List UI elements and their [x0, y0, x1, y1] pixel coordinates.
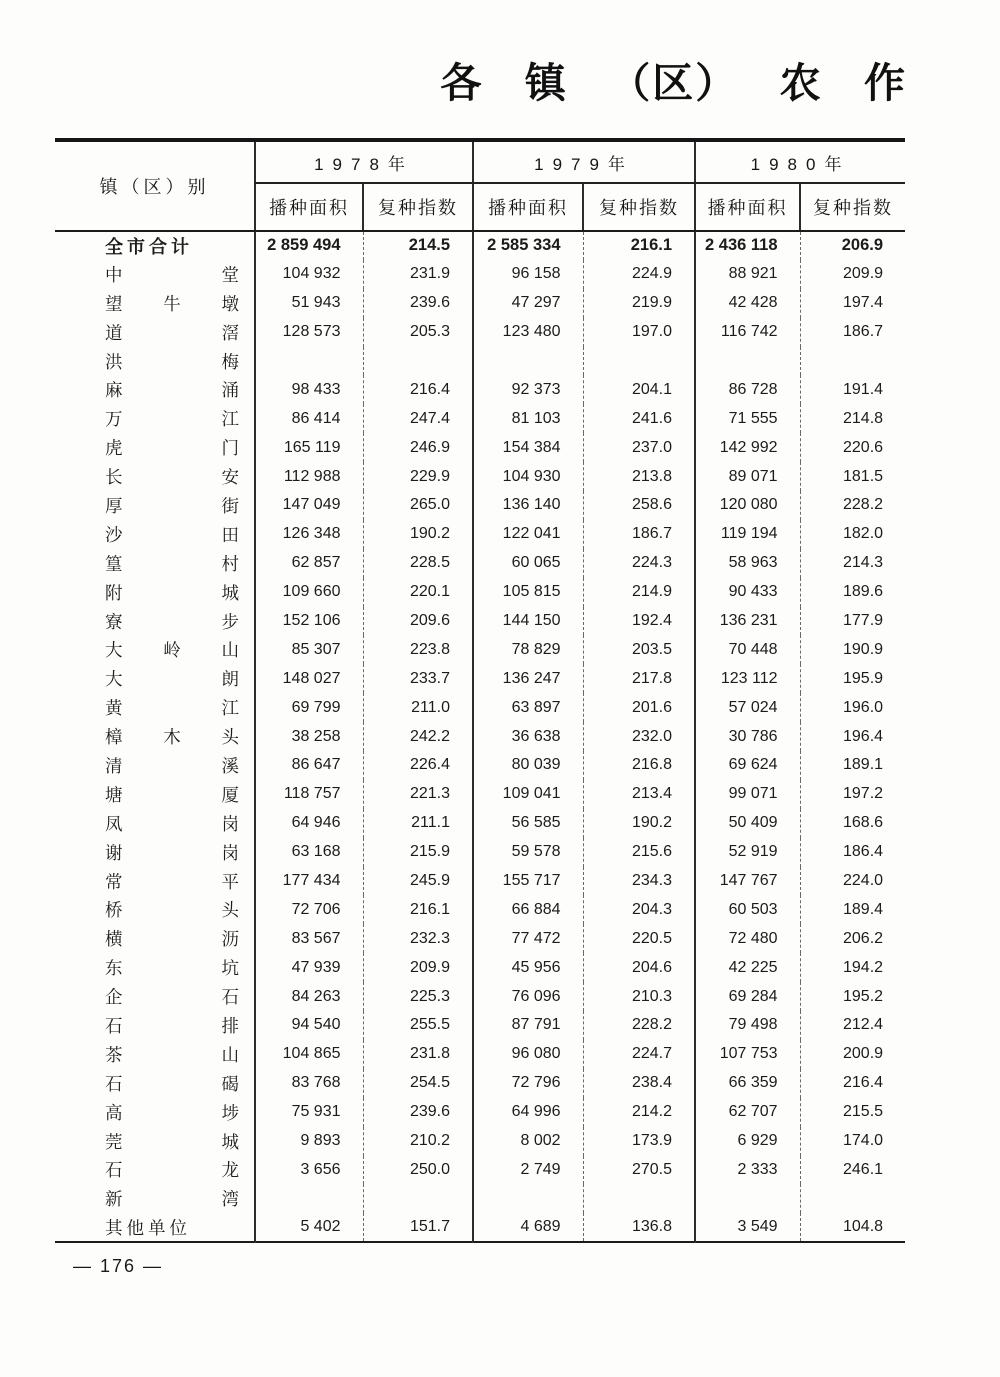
cell-cropping-index-1979: 258.6 — [583, 491, 695, 520]
cell-cropping-index-1979: 219.9 — [583, 289, 695, 318]
town-name: 莞 城 — [105, 1131, 239, 1152]
cell-cropping-index-1980: 186.7 — [800, 318, 905, 347]
cell-sown-area-1980 — [695, 1184, 800, 1213]
cell-sown-area-1978: 104 865 — [255, 1040, 363, 1069]
cell-sown-area-1979: 154 384 — [473, 433, 583, 462]
cell-sown-area-1979: 105 815 — [473, 578, 583, 607]
cell-sown-area-1978: 128 573 — [255, 318, 363, 347]
table-row — [55, 347, 905, 376]
town-name: 中 堂 — [105, 264, 239, 285]
cell-cropping-index-1980: 224.0 — [800, 867, 905, 896]
cell-sown-area-1980: 119 194 — [695, 520, 800, 549]
cell-cropping-index-1978: 211.0 — [363, 693, 473, 722]
cell-sown-area-1979: 109 041 — [473, 780, 583, 809]
cell-cropping-index-1978: 214.5 — [363, 231, 473, 260]
year-header-1980: 1980年 — [695, 140, 905, 183]
cell-sown-area-1979: 2 585 334 — [473, 231, 583, 260]
cell-sown-area-1978: 69 799 — [255, 693, 363, 722]
cell-cropping-index-1979: 238.4 — [583, 1069, 695, 1098]
subheader-cropping-index-1978: 复种指数 — [363, 183, 473, 231]
table-row — [55, 404, 905, 433]
corner-header: 镇（区）别 — [55, 140, 255, 231]
town-name: 道 滘 — [105, 322, 239, 343]
subheader-cropping-index-1979: 复种指数 — [583, 183, 695, 231]
town-name: 其他单位 — [105, 1217, 191, 1238]
town-name: 厚 街 — [105, 495, 239, 516]
town-name: 全市合计 — [105, 236, 193, 257]
cell-cropping-index-1978: 209.6 — [363, 607, 473, 636]
cell-cropping-index-1979: 201.6 — [583, 693, 695, 722]
cell-sown-area-1978: 38 258 — [255, 722, 363, 751]
cell-cropping-index-1980: 197.2 — [800, 780, 905, 809]
cell-sown-area-1980: 89 071 — [695, 462, 800, 491]
cell-cropping-index-1980 — [800, 1184, 905, 1213]
cell-cropping-index-1978: 226.4 — [363, 751, 473, 780]
cell-cropping-index-1979: 224.9 — [583, 260, 695, 289]
cell-cropping-index-1980: 104.8 — [800, 1213, 905, 1242]
cell-cropping-index-1980: 212.4 — [800, 1011, 905, 1040]
cell-sown-area-1978: 3 656 — [255, 1156, 363, 1185]
cell-sown-area-1980: 107 753 — [695, 1040, 800, 1069]
cell-sown-area-1980: 69 624 — [695, 751, 800, 780]
cell-sown-area-1978: 2 859 494 — [255, 231, 363, 260]
cell-cropping-index-1980: 174.0 — [800, 1127, 905, 1156]
table-row — [55, 722, 905, 751]
table-header — [55, 140, 905, 231]
cell-sown-area-1979: 47 297 — [473, 289, 583, 318]
cell-sown-area-1978: 63 168 — [255, 838, 363, 867]
cell-cropping-index-1979: 216.1 — [583, 231, 695, 260]
cell-sown-area-1980: 99 071 — [695, 780, 800, 809]
statistics-table — [55, 138, 905, 1243]
cell-sown-area-1978: 152 106 — [255, 607, 363, 636]
table-row — [55, 953, 905, 982]
cell-sown-area-1978: 126 348 — [255, 520, 363, 549]
cell-sown-area-1978: 85 307 — [255, 635, 363, 664]
cell-sown-area-1978: 72 706 — [255, 895, 363, 924]
cell-sown-area-1980: 136 231 — [695, 607, 800, 636]
cell-cropping-index-1979: 173.9 — [583, 1127, 695, 1156]
cell-cropping-index-1980 — [800, 347, 905, 376]
cell-sown-area-1980: 52 919 — [695, 838, 800, 867]
cell-sown-area-1980: 42 225 — [695, 953, 800, 982]
cell-cropping-index-1979: 213.8 — [583, 462, 695, 491]
cell-sown-area-1980: 3 549 — [695, 1213, 800, 1242]
cell-sown-area-1979: 2 749 — [473, 1156, 583, 1185]
table-row — [55, 491, 905, 520]
cell-sown-area-1979: 96 080 — [473, 1040, 583, 1069]
town-name: 石 碣 — [105, 1073, 239, 1094]
table-row — [55, 260, 905, 289]
table-row — [55, 578, 905, 607]
cell-cropping-index-1978: 216.1 — [363, 895, 473, 924]
cell-sown-area-1978: 177 434 — [255, 867, 363, 896]
cell-cropping-index-1980: 181.5 — [800, 462, 905, 491]
cell-cropping-index-1979: 186.7 — [583, 520, 695, 549]
cell-cropping-index-1978: 221.3 — [363, 780, 473, 809]
cell-sown-area-1979: 136 247 — [473, 664, 583, 693]
town-name: 大 岭 山 — [105, 640, 239, 661]
cell-cropping-index-1980: 195.2 — [800, 982, 905, 1011]
cell-cropping-index-1979: 190.2 — [583, 809, 695, 838]
cell-sown-area-1980: 147 767 — [695, 867, 800, 896]
cell-sown-area-1980: 86 728 — [695, 375, 800, 404]
cell-cropping-index-1978: 255.5 — [363, 1011, 473, 1040]
cell-cropping-index-1979: 203.5 — [583, 635, 695, 664]
cell-sown-area-1979: 4 689 — [473, 1213, 583, 1242]
cell-cropping-index-1980: 228.2 — [800, 491, 905, 520]
cell-cropping-index-1978: 265.0 — [363, 491, 473, 520]
cell-sown-area-1980: 71 555 — [695, 404, 800, 433]
cell-cropping-index-1979: 216.8 — [583, 751, 695, 780]
table-row — [55, 838, 905, 867]
cell-sown-area-1979: 144 150 — [473, 607, 583, 636]
cell-sown-area-1980: 142 992 — [695, 433, 800, 462]
cell-sown-area-1978: 86 647 — [255, 751, 363, 780]
cell-cropping-index-1978: 209.9 — [363, 953, 473, 982]
table-row — [55, 1069, 905, 1098]
cell-cropping-index-1980: 196.0 — [800, 693, 905, 722]
cell-cropping-index-1978: 246.9 — [363, 433, 473, 462]
table-row — [55, 520, 905, 549]
table-row — [55, 924, 905, 953]
cell-sown-area-1979: 64 996 — [473, 1098, 583, 1127]
table-row — [55, 1127, 905, 1156]
town-name: 寮 步 — [105, 611, 239, 632]
cell-cropping-index-1980: 177.9 — [800, 607, 905, 636]
cell-cropping-index-1980: 189.4 — [800, 895, 905, 924]
year-header-1978: 1978年 — [255, 140, 473, 183]
cell-cropping-index-1978: 151.7 — [363, 1213, 473, 1242]
table-row — [55, 289, 905, 318]
cell-sown-area-1980 — [695, 347, 800, 376]
cell-cropping-index-1980: 195.9 — [800, 664, 905, 693]
cell-sown-area-1980: 90 433 — [695, 578, 800, 607]
cell-sown-area-1978: 64 946 — [255, 809, 363, 838]
cell-sown-area-1980: 120 080 — [695, 491, 800, 520]
page-title: 各 镇 （区） 农 作 — [440, 60, 907, 106]
cell-cropping-index-1978: 239.6 — [363, 1098, 473, 1127]
cell-sown-area-1979: 45 956 — [473, 953, 583, 982]
cell-cropping-index-1980: 186.4 — [800, 838, 905, 867]
cell-cropping-index-1979: 136.8 — [583, 1213, 695, 1242]
cell-sown-area-1980: 2 436 118 — [695, 231, 800, 260]
statistics-table-area — [55, 138, 905, 1243]
cell-sown-area-1980: 79 498 — [695, 1011, 800, 1040]
cell-cropping-index-1979: 214.2 — [583, 1098, 695, 1127]
cell-sown-area-1979: 59 578 — [473, 838, 583, 867]
table-row — [55, 607, 905, 636]
town-name: 横 沥 — [105, 929, 239, 950]
cell-cropping-index-1980: 182.0 — [800, 520, 905, 549]
cell-cropping-index-1978: 231.9 — [363, 260, 473, 289]
cell-cropping-index-1979: 224.3 — [583, 549, 695, 578]
table-row — [55, 1213, 905, 1242]
town-name: 凤 岗 — [105, 813, 239, 834]
cell-cropping-index-1978 — [363, 1184, 473, 1213]
cell-cropping-index-1978: 223.8 — [363, 635, 473, 664]
table-row — [55, 693, 905, 722]
table-row — [55, 664, 905, 693]
cell-cropping-index-1979: 232.0 — [583, 722, 695, 751]
cell-cropping-index-1978: 242.2 — [363, 722, 473, 751]
town-name: 望 牛 墩 — [105, 293, 239, 314]
cell-cropping-index-1979: 192.4 — [583, 607, 695, 636]
town-name: 东 坑 — [105, 958, 239, 979]
cell-cropping-index-1978: 233.7 — [363, 664, 473, 693]
cell-sown-area-1980: 72 480 — [695, 924, 800, 953]
cell-sown-area-1978: 165 119 — [255, 433, 363, 462]
cell-sown-area-1979: 76 096 — [473, 982, 583, 1011]
town-name: 万 江 — [105, 409, 239, 430]
cell-cropping-index-1980: 214.3 — [800, 549, 905, 578]
table-row — [55, 1011, 905, 1040]
cell-sown-area-1978 — [255, 1184, 363, 1213]
cell-sown-area-1979: 80 039 — [473, 751, 583, 780]
cell-sown-area-1980: 116 742 — [695, 318, 800, 347]
table-row — [55, 231, 905, 260]
town-name: 常 平 — [105, 871, 239, 892]
cell-sown-area-1980: 60 503 — [695, 895, 800, 924]
cell-cropping-index-1979 — [583, 1184, 695, 1213]
table-body — [55, 231, 905, 1242]
table-row — [55, 780, 905, 809]
cell-sown-area-1979: 92 373 — [473, 375, 583, 404]
cell-cropping-index-1980: 194.2 — [800, 953, 905, 982]
cell-cropping-index-1978: 228.5 — [363, 549, 473, 578]
table-row — [55, 375, 905, 404]
table-row — [55, 318, 905, 347]
cell-sown-area-1979: 66 884 — [473, 895, 583, 924]
cell-sown-area-1978: 62 857 — [255, 549, 363, 578]
cell-sown-area-1978: 94 540 — [255, 1011, 363, 1040]
cell-cropping-index-1978 — [363, 347, 473, 376]
table-row — [55, 751, 905, 780]
cell-sown-area-1978: 83 567 — [255, 924, 363, 953]
table-row — [55, 895, 905, 924]
cell-sown-area-1980: 62 707 — [695, 1098, 800, 1127]
cell-sown-area-1979: 60 065 — [473, 549, 583, 578]
cell-cropping-index-1979 — [583, 347, 695, 376]
cell-cropping-index-1979: 210.3 — [583, 982, 695, 1011]
cell-cropping-index-1978: 225.3 — [363, 982, 473, 1011]
cell-sown-area-1978: 109 660 — [255, 578, 363, 607]
subheader-cropping-index-1980: 复种指数 — [800, 183, 905, 231]
cell-cropping-index-1980: 216.4 — [800, 1069, 905, 1098]
town-name: 麻 涌 — [105, 380, 239, 401]
cell-cropping-index-1978: 250.0 — [363, 1156, 473, 1185]
cell-cropping-index-1980: 200.9 — [800, 1040, 905, 1069]
cell-sown-area-1980: 57 024 — [695, 693, 800, 722]
cell-sown-area-1978: 83 768 — [255, 1069, 363, 1098]
cell-cropping-index-1979: 217.8 — [583, 664, 695, 693]
table-row — [55, 1098, 905, 1127]
cell-cropping-index-1978: 229.9 — [363, 462, 473, 491]
cell-cropping-index-1978: 254.5 — [363, 1069, 473, 1098]
cell-sown-area-1980: 30 786 — [695, 722, 800, 751]
table-row — [55, 1156, 905, 1185]
cell-sown-area-1979: 96 158 — [473, 260, 583, 289]
cell-cropping-index-1978: 247.4 — [363, 404, 473, 433]
cell-cropping-index-1980: 209.9 — [800, 260, 905, 289]
town-name: 黄 江 — [105, 698, 239, 719]
town-name: 塘 厦 — [105, 784, 239, 805]
cell-sown-area-1978: 5 402 — [255, 1213, 363, 1242]
table-row — [55, 867, 905, 896]
cell-cropping-index-1978: 216.4 — [363, 375, 473, 404]
cell-cropping-index-1978: 231.8 — [363, 1040, 473, 1069]
town-name: 长 安 — [105, 467, 239, 488]
table-row — [55, 549, 905, 578]
cell-sown-area-1978: 112 988 — [255, 462, 363, 491]
cell-cropping-index-1980: 190.9 — [800, 635, 905, 664]
cell-cropping-index-1980: 168.6 — [800, 809, 905, 838]
cell-sown-area-1979: 123 480 — [473, 318, 583, 347]
cell-cropping-index-1979: 228.2 — [583, 1011, 695, 1040]
cell-cropping-index-1979: 270.5 — [583, 1156, 695, 1185]
cell-cropping-index-1979: 237.0 — [583, 433, 695, 462]
page-number: — 176 — — [73, 1256, 164, 1276]
cell-sown-area-1978: 98 433 — [255, 375, 363, 404]
cell-cropping-index-1979: 204.6 — [583, 953, 695, 982]
town-name: 清 溪 — [105, 755, 239, 776]
cell-cropping-index-1978: 215.9 — [363, 838, 473, 867]
town-name: 企 石 — [105, 987, 239, 1008]
table-row — [55, 809, 905, 838]
cell-sown-area-1979 — [473, 347, 583, 376]
cell-sown-area-1978: 148 027 — [255, 664, 363, 693]
town-name: 附 城 — [105, 582, 239, 603]
cell-cropping-index-1980: 197.4 — [800, 289, 905, 318]
cell-sown-area-1980: 6 929 — [695, 1127, 800, 1156]
cell-sown-area-1978: 104 932 — [255, 260, 363, 289]
cell-cropping-index-1980: 206.2 — [800, 924, 905, 953]
cell-sown-area-1979: 36 638 — [473, 722, 583, 751]
cell-sown-area-1979: 72 796 — [473, 1069, 583, 1098]
cell-sown-area-1978 — [255, 347, 363, 376]
cell-cropping-index-1978: 211.1 — [363, 809, 473, 838]
cell-cropping-index-1978: 232.3 — [363, 924, 473, 953]
cell-cropping-index-1978: 210.2 — [363, 1127, 473, 1156]
town-name: 沙 田 — [105, 524, 239, 545]
cell-cropping-index-1980: 206.9 — [800, 231, 905, 260]
cell-sown-area-1979: 8 002 — [473, 1127, 583, 1156]
cell-sown-area-1980: 70 448 — [695, 635, 800, 664]
cell-cropping-index-1980: 246.1 — [800, 1156, 905, 1185]
cell-sown-area-1978: 47 939 — [255, 953, 363, 982]
cell-sown-area-1979: 77 472 — [473, 924, 583, 953]
cell-sown-area-1978: 86 414 — [255, 404, 363, 433]
subheader-sown-area-1980: 播种面积 — [695, 183, 800, 231]
cell-sown-area-1979: 122 041 — [473, 520, 583, 549]
cell-cropping-index-1980: 191.4 — [800, 375, 905, 404]
cell-cropping-index-1980: 214.8 — [800, 404, 905, 433]
cell-sown-area-1979: 78 829 — [473, 635, 583, 664]
table-row — [55, 982, 905, 1011]
table-row — [55, 635, 905, 664]
year-header-1979: 1979年 — [473, 140, 695, 183]
cell-sown-area-1979: 87 791 — [473, 1011, 583, 1040]
cell-cropping-index-1979: 241.6 — [583, 404, 695, 433]
cell-sown-area-1980: 123 112 — [695, 664, 800, 693]
cell-sown-area-1978: 84 263 — [255, 982, 363, 1011]
cell-sown-area-1979: 56 585 — [473, 809, 583, 838]
town-name: 谢 岗 — [105, 842, 239, 863]
cell-sown-area-1980: 2 333 — [695, 1156, 800, 1185]
cell-cropping-index-1979: 234.3 — [583, 867, 695, 896]
cell-sown-area-1979: 155 717 — [473, 867, 583, 896]
town-name: 樟 木 头 — [105, 727, 239, 748]
cell-sown-area-1980: 69 284 — [695, 982, 800, 1011]
cell-sown-area-1978: 9 893 — [255, 1127, 363, 1156]
cell-cropping-index-1978: 205.3 — [363, 318, 473, 347]
cell-sown-area-1979 — [473, 1184, 583, 1213]
subheader-sown-area-1978: 播种面积 — [255, 183, 363, 231]
cell-sown-area-1980: 42 428 — [695, 289, 800, 318]
cell-cropping-index-1980: 196.4 — [800, 722, 905, 751]
cell-cropping-index-1980: 215.5 — [800, 1098, 905, 1127]
cell-cropping-index-1978: 245.9 — [363, 867, 473, 896]
cell-cropping-index-1979: 214.9 — [583, 578, 695, 607]
cell-cropping-index-1978: 239.6 — [363, 289, 473, 318]
town-name: 篁 村 — [105, 553, 239, 574]
table-row — [55, 1184, 905, 1213]
cell-cropping-index-1978: 220.1 — [363, 578, 473, 607]
cell-sown-area-1979: 81 103 — [473, 404, 583, 433]
town-name: 茶 山 — [105, 1044, 239, 1065]
cell-sown-area-1978: 118 757 — [255, 780, 363, 809]
table-row — [55, 1040, 905, 1069]
town-name: 洪 梅 — [105, 351, 239, 372]
cell-sown-area-1978: 75 931 — [255, 1098, 363, 1127]
town-name: 新 湾 — [105, 1189, 239, 1210]
cell-sown-area-1980: 88 921 — [695, 260, 800, 289]
town-name: 虎 门 — [105, 438, 239, 459]
cell-cropping-index-1979: 224.7 — [583, 1040, 695, 1069]
town-name: 大 朗 — [105, 669, 239, 690]
cell-sown-area-1979: 104 930 — [473, 462, 583, 491]
cell-sown-area-1980: 50 409 — [695, 809, 800, 838]
cell-sown-area-1979: 136 140 — [473, 491, 583, 520]
cell-cropping-index-1980: 220.6 — [800, 433, 905, 462]
town-name: 石 龙 — [105, 1160, 239, 1181]
town-name: 桥 头 — [105, 900, 239, 921]
cell-cropping-index-1980: 189.1 — [800, 751, 905, 780]
cell-cropping-index-1980: 189.6 — [800, 578, 905, 607]
cell-cropping-index-1978: 190.2 — [363, 520, 473, 549]
subheader-sown-area-1979: 播种面积 — [473, 183, 583, 231]
cell-sown-area-1980: 58 963 — [695, 549, 800, 578]
cell-cropping-index-1979: 204.1 — [583, 375, 695, 404]
cell-sown-area-1978: 147 049 — [255, 491, 363, 520]
cell-sown-area-1979: 63 897 — [473, 693, 583, 722]
town-name: 石 排 — [105, 1015, 239, 1036]
table-row — [55, 433, 905, 462]
cell-cropping-index-1979: 204.3 — [583, 895, 695, 924]
cell-cropping-index-1979: 197.0 — [583, 318, 695, 347]
cell-cropping-index-1979: 215.6 — [583, 838, 695, 867]
cell-sown-area-1980: 66 359 — [695, 1069, 800, 1098]
cell-cropping-index-1979: 220.5 — [583, 924, 695, 953]
table-row — [55, 462, 905, 491]
cell-cropping-index-1979: 213.4 — [583, 780, 695, 809]
cell-sown-area-1978: 51 943 — [255, 289, 363, 318]
town-name: 高 埗 — [105, 1102, 239, 1123]
